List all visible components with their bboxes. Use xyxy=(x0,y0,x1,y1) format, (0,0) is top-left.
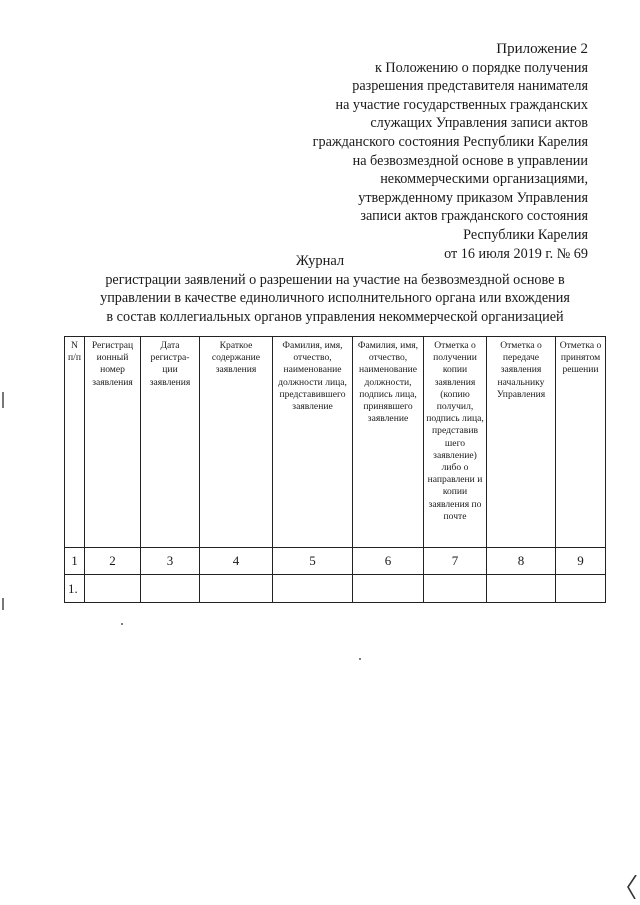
column-number: 2 xyxy=(85,548,141,575)
appendix-line: служащих Управления записи актов xyxy=(370,115,588,132)
column-header: Отметка о получении копии заявления (копию получил, подпись лица, представив шего заявление) либо о направлени и копии заявления по почте xyxy=(424,337,487,548)
journal-table xyxy=(64,336,606,603)
scan-speck xyxy=(121,623,123,625)
table-header-row xyxy=(65,337,606,548)
appendix-block xyxy=(313,40,588,263)
table-cell xyxy=(353,575,424,603)
appendix-line: Республики Карелия xyxy=(463,226,588,243)
appendix-line: утвержденному приказом Управления xyxy=(358,189,588,206)
column-number: 4 xyxy=(200,548,273,575)
appendix-line: записи актов гражданского состояния xyxy=(360,208,588,225)
appendix-line: на участие государственных гражданских xyxy=(335,96,588,113)
column-header: Фамилия, имя, отчество, наименование должности лица, представившего заявление xyxy=(273,337,353,548)
appendix-line: разрешения представителя нанимателя xyxy=(352,78,588,95)
table-cell: 1. xyxy=(65,575,85,603)
journal-subtitle-line: в состав коллегиальных органов управления некоммерческой организацией xyxy=(106,308,564,325)
appendix-line: Приложение 2 xyxy=(496,41,588,57)
table-cell xyxy=(487,575,556,603)
column-header: Регистрац ионный номер заявления xyxy=(85,337,141,548)
scan-margin-mark xyxy=(2,392,4,408)
column-header: Отметка о передаче заявления начальнику Управления xyxy=(487,337,556,548)
column-number: 9 xyxy=(556,548,606,575)
scan-speck xyxy=(359,658,361,660)
scan-corner-stroke xyxy=(626,875,638,899)
appendix-line: на безвозмездной основе в управлении xyxy=(352,152,588,169)
column-number: 8 xyxy=(487,548,556,575)
column-header: Дата регистра- ции заявления xyxy=(141,337,200,548)
journal-title: Журнал xyxy=(295,253,345,269)
column-number-row xyxy=(65,548,606,575)
scan-margin-mark xyxy=(2,598,4,610)
appendix-line: от 16 июля 2019 г. № 69 xyxy=(444,245,588,262)
column-number: 6 xyxy=(353,548,424,575)
appendix-line: к Положению о порядке получения xyxy=(374,59,588,76)
table-cell xyxy=(141,575,200,603)
table-cell xyxy=(85,575,141,603)
column-header: Фамилия, имя, отчество, наименование должности, подпись лица, принявшего заявление xyxy=(353,337,424,548)
table-cell xyxy=(273,575,353,603)
column-number: 3 xyxy=(141,548,200,575)
table-cell xyxy=(424,575,487,603)
appendix-line: гражданского состояния Республики Карелия xyxy=(312,133,588,150)
column-header: Краткое содержание заявления xyxy=(200,337,273,548)
journal-subtitle xyxy=(70,271,600,326)
appendix-line: некоммерческими организациями, xyxy=(380,171,588,188)
column-number: 7 xyxy=(424,548,487,575)
journal-subtitle-line: управлении в качестве единоличного исполнительного органа или вхождения xyxy=(100,290,570,307)
table-cell xyxy=(556,575,606,603)
column-number: 1 xyxy=(65,548,85,575)
column-header: Отметка о принятом решении xyxy=(556,337,606,548)
column-number: 5 xyxy=(273,548,353,575)
table-row xyxy=(65,575,606,603)
journal-subtitle-line: регистрации заявлений о разрешении на участие на безвозмездной основе в xyxy=(105,272,565,288)
table-cell xyxy=(200,575,273,603)
column-header: N п/п xyxy=(65,337,85,548)
